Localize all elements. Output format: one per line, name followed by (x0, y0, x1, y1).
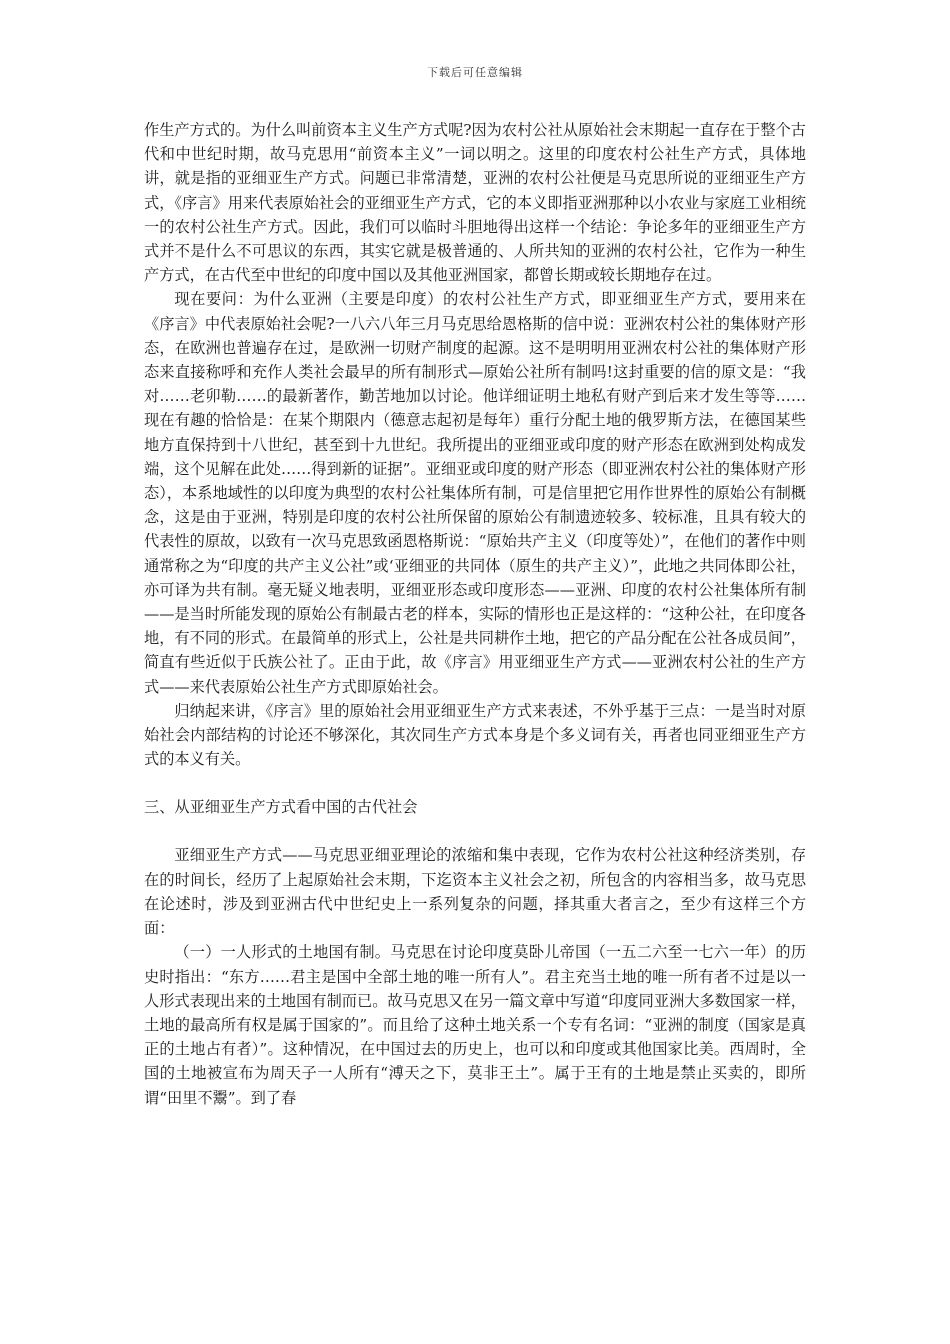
page-header: 下载后可任意编辑 (427, 66, 523, 79)
paragraph-5: （一）一人形式的土地国有制。马克思在讨论印度莫卧儿帝国（一五二六至一七六一年）的历史时指出：“东方……君主是国中全部土地的唯一所有人”。君主充当土地的唯一所有者不过是以一人形式表现出来的土地国有制而已。故马克思又在另一篇文章中写道“印度同亚洲大多数国家一样，土地的最高所有权是属于国家的”。而且给了这种土地关系一个专有名词：“亚洲的制度（国家是真正的土地占有者）”。这种情况，在中国过去的历史上，也可以和印度或其他国家比美。西周时，全国的土地被宣布为周天子一人所有“溥天之下，莫非王土”。属于王有的土地是禁止买卖的，即所谓“田里不鬻”。到了春 (144, 943, 806, 1107)
paragraph-4: 亚细亚生产方式——马克思亚细亚理论的浓缩和集中表现，它作为农村公社这种经济类别，存在的时间长，经历了上起原始社会末期，下迄资本主义社会之初，所包含的内容相当多，故马克思在论述时，涉及到亚洲古代中世纪史上一系列复杂的问题，择其重大者言之，至少有这样三个方面： (144, 846, 806, 938)
paragraph-2: 现在要问：为什么亚洲（主要是印度）的农村公社生产方式，即亚细亚生产方式，要用来在《序言》中代表原始社会呢?一八六八年三月马克思给恩格斯的信中说：亚洲农村公社的集体财产形态，在欧洲也普遍存在过，是欧洲一切财产制度的起源。这不是明明用亚洲农村公社的集体财产形态来直接称呼和充作人类社会最早的所有制形式—原始公社所有制吗!这封重要的信的原文是：“我对……老卯勒……的最新著作，勤苦地加以讨论。他详细证明土地私有财产到后来才发生等等……现在有趣的恰恰是：在某个期限内（德意志起初是每年）重行分配土地的俄罗斯方法，在德国某些地方直保持到十八世纪，甚至到十九世纪。我所提出的亚细亚或印度的财产形态在欧洲到处构成发端，这个见解在此处……得到新的证据”。亚细亚或印度的财产形态（即亚洲农村公社的集体财产形态），本系地域性的以印度为典型的农村公社集体所有制，可是信里把它用作世界性的原始公有制概念，这是由于亚洲，特别是印度的农村公社所保留的原始公有制遗迹较多、较标准，且具有较大的代表性的原故，以致有一次马克思致函恩格斯说：“原始共产主义（印度等处）”，在他们的著作中则通常称之为“印度的共产主义公社”或‘亚细亚的共同体（原生的共产主义）”，此地之共同体即公社，亦可译为共有制。毫无疑义地表明，亚细亚形态或印度形态——亚洲、印度的农村公社集体所有制——是当时所能发现的原始公有制最古老的样本，实际的情形也正是这样的：“这种公社，在印度各地，有不同的形式。在最简单的形式上，公社是共同耕作土地，把它的产品分配在公社各成员间”，简直有些近似于氏族公社了。正由于此，故《序言》用亚细亚生产方式——亚洲农村公社的生产方式——来代表原始公社生产方式即原始社会。 (144, 290, 806, 696)
blank-line (144, 819, 806, 843)
section-title: 三、从亚细亚生产方式看中国的古代社会 (144, 798, 418, 817)
document-body (144, 118, 806, 1110)
blank-line (144, 771, 806, 795)
paragraph-3: 归纳起来讲，《序言》里的原始社会用亚细亚生产方式来表述，不外乎基于三点：一是当时对原始社会内部结构的讨论还不够深化，其次同生产方式本身是个多义词有关，再者也同亚细亚生产方式的本义有关。 (144, 701, 806, 769)
paragraph-1: 作生产方式的。为什么叫前资本主义生产方式呢?因为农村公社从原始社会末期起一直存在于整个古代和中世纪时期，故马克思用“前资本主义”一词以明之。这里的印度农村公社生产方式，具体地讲，就是指的亚细亚生产方式。问题已非常清楚，亚洲的农村公社便是马克思所说的亚细亚生产方式，《序言》用来代表原始社会的亚细亚生产方式，它的本义即指亚洲那种以小农业与家庭工业相统一的农村公社生产方式。因此，我们可以临时斗胆地得出这样一个结论：争论多年的亚细亚生产方式并不是什么不可思议的东西，其实它就是极普通的、人所共知的亚洲的农村公社，它作为一种生产方式，在古代至中世纪的印度中国以及其他亚洲国家，都曾长期或较长期地存在过。 (144, 121, 806, 285)
